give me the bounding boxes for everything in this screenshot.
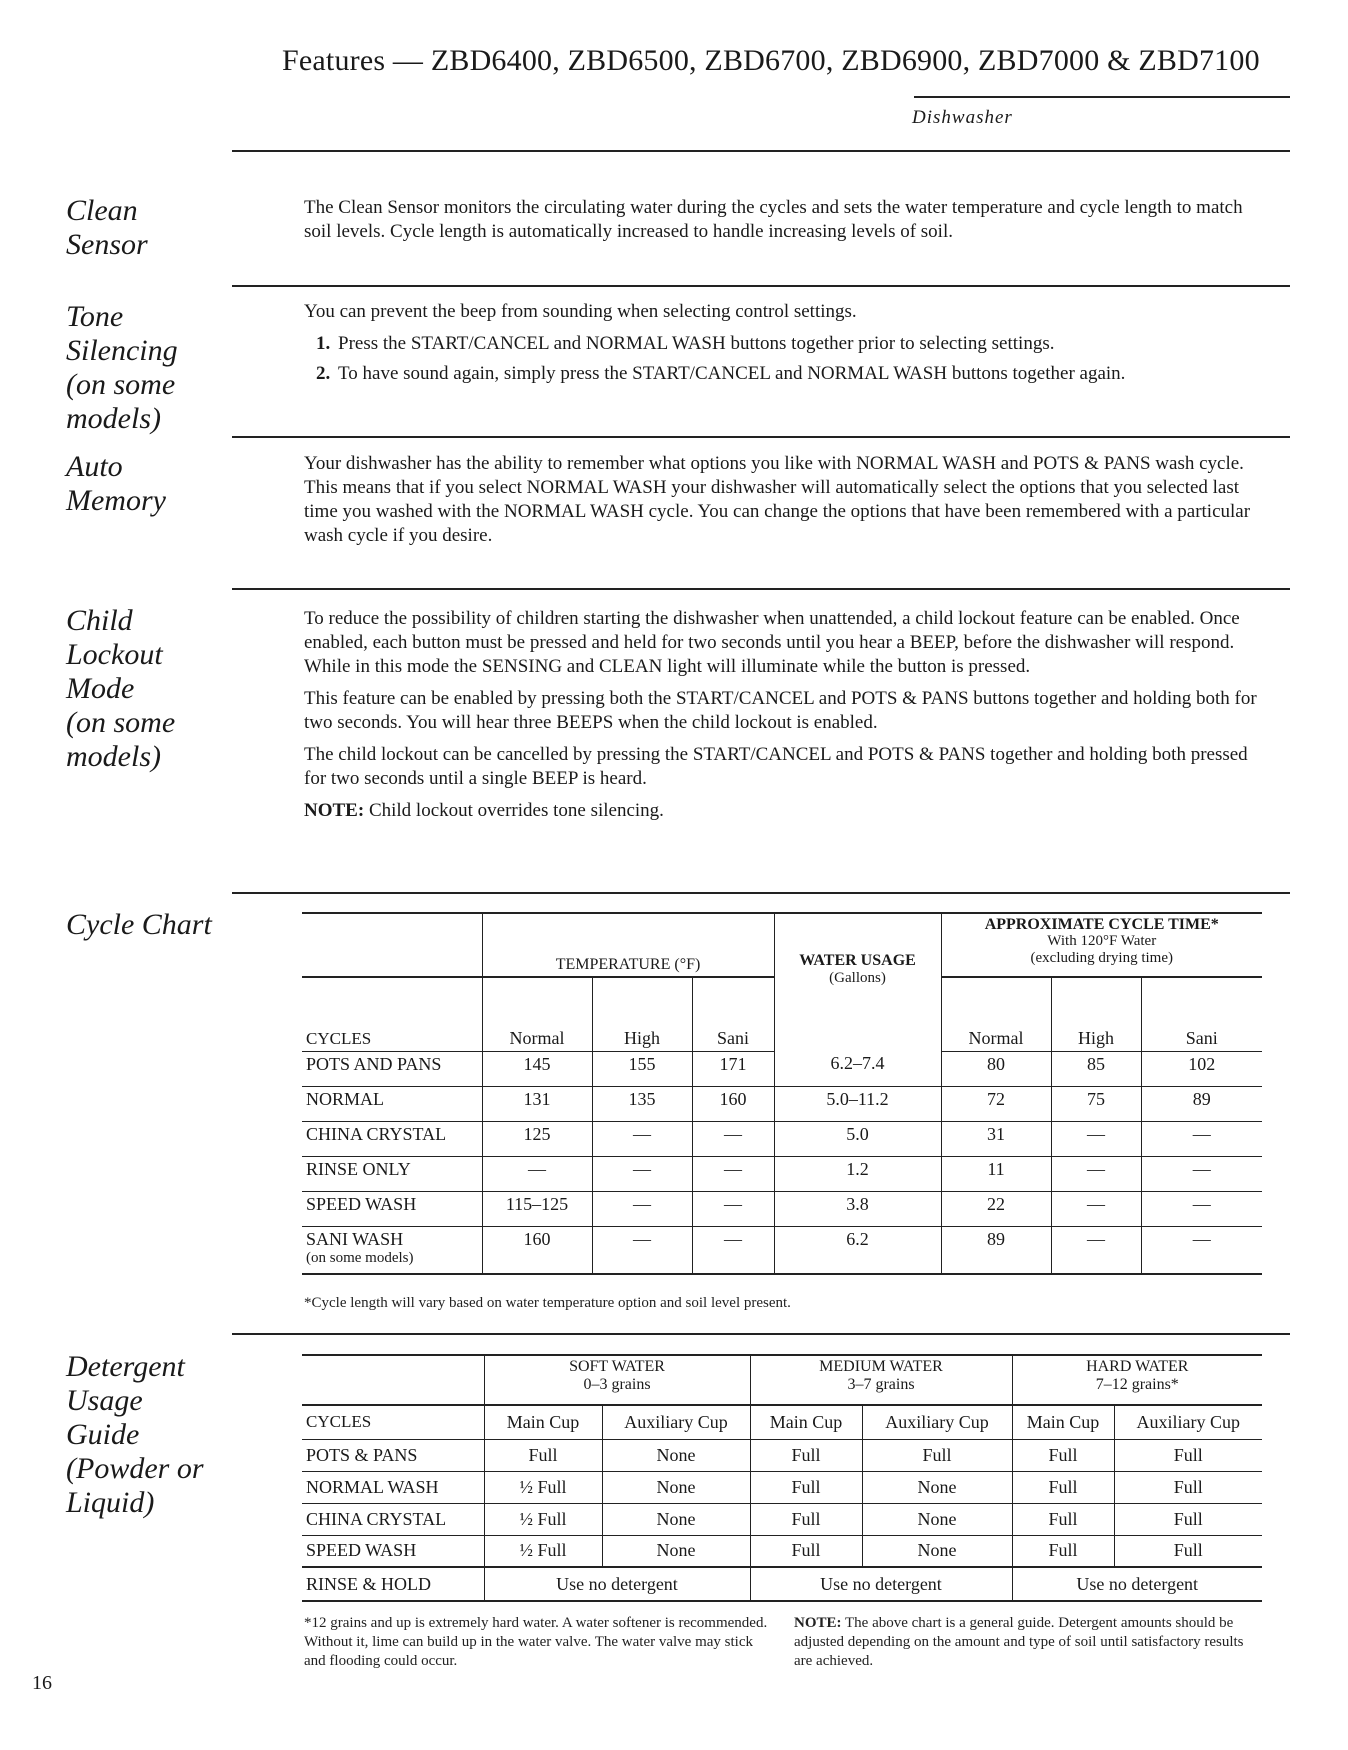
cell: Full [1114, 1439, 1262, 1471]
table-row [302, 1567, 1262, 1601]
cell-value: 85 [1087, 1053, 1105, 1074]
cell: None [862, 1503, 1012, 1535]
cell-value: NORMAL [306, 1088, 385, 1109]
step-number: 2. [316, 363, 331, 384]
water-usage-header [774, 913, 941, 1051]
note-text: Child lockout overrides tone silencing. [364, 800, 664, 821]
temp-normal [482, 1156, 592, 1191]
time-high [1051, 1051, 1141, 1086]
water-usage [774, 1156, 941, 1191]
col-time-sani: Sani [1141, 977, 1262, 1051]
temp-high [592, 1191, 692, 1226]
heading-line: Usage [66, 1384, 143, 1417]
cycle-chart-rows [302, 1051, 1262, 1274]
cycle-name [302, 1086, 482, 1121]
cell: Full [1012, 1503, 1114, 1535]
time-sani [1141, 1051, 1262, 1086]
heading-line: (on some [66, 706, 176, 739]
time-sani [1141, 1226, 1262, 1274]
cell-value: — [633, 1228, 651, 1249]
section-divider [232, 285, 1290, 287]
col-time-high: High [1051, 977, 1141, 1051]
col-soft-aux: Auxiliary Cup [602, 1405, 750, 1439]
section-divider [232, 1333, 1290, 1335]
time-normal [941, 1051, 1051, 1086]
auto-memory-body [304, 452, 1262, 556]
paragraph: Your dishwasher has the ability to remember what options you like with NORMAL WASH and POTS & PANS wash cycle. This means that if you select NORMAL WASH your dishwasher will automatically select the options that you selected last time you washed with the NORMAL WASH cycle. You can change the options that have been remembered with a particular wash cycle if you desire. [304, 453, 1251, 546]
list-item [316, 332, 1262, 356]
heading-line: Mode [66, 672, 135, 705]
heading-line: Guide [66, 1418, 140, 1451]
cell-value: 102 [1188, 1053, 1216, 1074]
cell-value: — [724, 1123, 742, 1144]
page-number: 16 [32, 1672, 52, 1694]
paragraph: You can prevent the beep from sounding when selecting control settings. [304, 301, 857, 322]
cell-value: SPEED WASH [306, 1193, 417, 1214]
cell: Full [750, 1471, 862, 1503]
temp-high [592, 1156, 692, 1191]
time-sani [1141, 1121, 1262, 1156]
detergent-table [302, 1354, 1262, 1602]
water-usage [774, 1226, 941, 1274]
cell-value: — [633, 1123, 651, 1144]
cell: Full [1012, 1535, 1114, 1567]
note [304, 799, 1262, 823]
time-sani [1141, 1191, 1262, 1226]
cell-value: — [1087, 1158, 1105, 1179]
col-soft-main: Main Cup [484, 1405, 602, 1439]
group-name: SOFT WATER [569, 1358, 665, 1375]
temp-sani [692, 1226, 774, 1274]
section-divider [232, 588, 1290, 590]
heading-line: (Powder or [66, 1452, 204, 1485]
cycle-name: CHINA CRYSTAL [302, 1503, 484, 1535]
section-divider [232, 892, 1290, 894]
cell-value: 22 [987, 1193, 1005, 1214]
paragraph: The child lockout can be cancelled by pressing the START/CANCEL and POTS & PANS together and holding both pressed for two seconds until a single BEEP is heard. [304, 744, 1248, 789]
water-usage-title: WATER USAGE [799, 952, 916, 969]
detergent-footnote-left: *12 grains and up is extremely hard water. A water softener is recommended. Without it, lime can build up in the water valve. The water valve may stick and flooding could occur. [304, 1615, 768, 1669]
cell-value: — [724, 1228, 742, 1249]
cell: Full [1114, 1471, 1262, 1503]
cell-value: — [1087, 1123, 1105, 1144]
table-row [302, 1121, 1262, 1156]
cell-value: 11 [987, 1158, 1005, 1179]
heading-line: models) [66, 402, 161, 435]
tone-silencing-body [304, 300, 1262, 392]
paragraph: The Clean Sensor monitors the circulating water during the cycles and sets the water temperature and cycle length to match soil levels. Cycle length is automatically increased to handle increasing levels of soil. [304, 197, 1243, 242]
cell-value: 155 [628, 1053, 656, 1074]
page-subtitle: Dishwasher [912, 107, 1013, 128]
header-rule [914, 96, 1290, 98]
temp-normal [482, 1191, 592, 1226]
temperature-header: TEMPERATURE (°F) [482, 913, 774, 977]
table-row [302, 1471, 1262, 1503]
time-high [1051, 1086, 1141, 1121]
cell: ½ Full [484, 1471, 602, 1503]
heading-line: models) [66, 740, 161, 773]
col-time-normal: Normal [941, 977, 1051, 1051]
cell-value: — [633, 1158, 651, 1179]
note-label: NOTE: [794, 1615, 842, 1631]
cell-value: — [1192, 1228, 1211, 1249]
water-usage-unit: (Gallons) [829, 970, 886, 986]
step-text: Press the START/CANCEL and NORMAL WASH buttons together prior to selecting settings. [338, 333, 1055, 354]
heading-line: Child [66, 604, 133, 637]
temp-sani [692, 1156, 774, 1191]
cell-value: 31 [987, 1123, 1005, 1144]
table-header-row [302, 1405, 1262, 1439]
cell: None [862, 1535, 1012, 1567]
cell: Full [750, 1535, 862, 1567]
cell: ½ Full [484, 1535, 602, 1567]
cell-value: CHINA CRYSTAL [306, 1123, 447, 1144]
table-row [302, 1439, 1262, 1471]
time-normal [941, 1121, 1051, 1156]
cycle-name: RINSE & HOLD [302, 1567, 484, 1601]
water-usage [774, 1086, 941, 1121]
cell: Use no detergent [1012, 1567, 1262, 1601]
hard-water-header [1012, 1355, 1262, 1405]
table-row [302, 1156, 1262, 1191]
tone-silencing-heading [66, 300, 178, 436]
water-usage [774, 1191, 941, 1226]
cycle-chart-heading [66, 908, 212, 942]
heading-line: Memory [66, 484, 166, 517]
cell-value: 145 [523, 1053, 551, 1074]
heading-line: Silencing [66, 334, 178, 367]
detergent-rows [302, 1439, 1262, 1567]
group-name: HARD WATER [1086, 1358, 1189, 1375]
paragraph: This feature can be enabled by pressing both the START/CANCEL and POTS & PANS buttons together and holding both for two seconds. You will hear three BEEPS when the child lockout is enabled. [304, 688, 1257, 733]
cell: Full [750, 1439, 862, 1471]
cell-value: — [1087, 1193, 1105, 1214]
detergent-heading [66, 1350, 204, 1520]
heading-line: Sensor [66, 228, 148, 261]
cell: Use no detergent [484, 1567, 750, 1601]
group-range: 7–12 grains* [1095, 1376, 1179, 1393]
table-header-row [302, 913, 1262, 977]
cell: Use no detergent [750, 1567, 1012, 1601]
heading-line: Auto [66, 450, 123, 483]
cell: None [602, 1439, 750, 1471]
col-medium-aux: Auxiliary Cup [862, 1405, 1012, 1439]
header-divider [232, 150, 1290, 152]
heading-line: Lockout [66, 638, 163, 671]
cycle-name [302, 1226, 482, 1274]
temp-sani [692, 1191, 774, 1226]
auto-memory-heading [66, 450, 166, 518]
heading-line: (on some [66, 368, 176, 401]
heading-line: Tone [66, 300, 124, 333]
cell-value: 135 [628, 1088, 656, 1109]
cycle-name [302, 1121, 482, 1156]
cycle-name [302, 1191, 482, 1226]
cell-value: POTS AND PANS [306, 1053, 442, 1074]
group-name: MEDIUM WATER [819, 1358, 943, 1375]
soft-water-header [484, 1355, 750, 1405]
cell-value: 125 [523, 1123, 551, 1144]
cycle-time-title: APPROXIMATE CYCLE TIME* [984, 916, 1219, 933]
col-temp-high: High [592, 977, 692, 1051]
cell-value: 89 [987, 1228, 1005, 1249]
group-range: 0–3 grains [583, 1376, 651, 1393]
cell-value: 171 [719, 1053, 747, 1074]
table-row [302, 1051, 1262, 1086]
cycle-name: SPEED WASH [302, 1535, 484, 1567]
cell: Full [862, 1439, 1012, 1471]
cycle-chart-table [302, 912, 1262, 1275]
time-high [1051, 1156, 1141, 1191]
table-header-row [302, 1355, 1262, 1405]
cell-value: SANI WASH [306, 1228, 404, 1249]
temp-high [592, 1051, 692, 1086]
table-row [302, 1535, 1262, 1567]
cycle-name [302, 1051, 482, 1086]
heading-line: Cycle Chart [66, 908, 212, 941]
cell: None [602, 1503, 750, 1535]
time-sani [1141, 1086, 1262, 1121]
detergent-footnote-right [794, 1614, 1264, 1671]
water-usage [774, 1051, 941, 1086]
time-normal [941, 1226, 1051, 1274]
heading-line: Liquid) [66, 1486, 155, 1519]
temp-normal [482, 1226, 592, 1274]
time-sani [1141, 1156, 1262, 1191]
step-number: 1. [316, 333, 331, 354]
cell-value: — [724, 1193, 742, 1214]
cell-value: 5.0–11.2 [826, 1088, 889, 1109]
cell: Full [1012, 1439, 1114, 1471]
cell-value: 5.0 [846, 1123, 869, 1144]
temp-sani [692, 1086, 774, 1121]
heading-line: Clean [66, 194, 138, 227]
cell-value: 160 [719, 1088, 747, 1109]
cell-value: RINSE ONLY [306, 1158, 411, 1179]
time-normal [941, 1156, 1051, 1191]
col-cycles: CYCLES [302, 977, 482, 1051]
cell-value: 75 [1087, 1088, 1105, 1109]
step-text: To have sound again, simply press the START/CANCEL and NORMAL WASH buttons together again. [338, 363, 1126, 384]
col-medium-main: Main Cup [750, 1405, 862, 1439]
clean-sensor-body [304, 196, 1262, 252]
temp-normal [482, 1086, 592, 1121]
time-high [1051, 1191, 1141, 1226]
note-label: NOTE: [304, 800, 365, 821]
cell-value: — [1192, 1193, 1211, 1214]
cell: None [862, 1471, 1012, 1503]
note-text: The above chart is a general guide. Detergent amounts should be adjusted depending on the amount and type of soil until satisfactory results are achieved. [794, 1615, 1244, 1669]
cell: Full [484, 1439, 602, 1471]
cycle-time-header [941, 913, 1262, 977]
list-item [316, 362, 1262, 386]
table-row [302, 1226, 1262, 1274]
group-range: 3–7 grains [847, 1376, 915, 1393]
temp-normal [482, 1051, 592, 1086]
cell-value: 6.2–7.4 [830, 1053, 885, 1073]
cell-value: 6.2 [846, 1228, 869, 1249]
col-temp-normal: Normal [482, 977, 592, 1051]
col-hard-aux: Auxiliary Cup [1114, 1405, 1262, 1439]
cell-value: 89 [1192, 1088, 1211, 1109]
col-hard-main: Main Cup [1012, 1405, 1114, 1439]
cycle-name: NORMAL WASH [302, 1471, 484, 1503]
cell: Full [1012, 1471, 1114, 1503]
temp-sani [692, 1121, 774, 1156]
section-divider [232, 436, 1290, 438]
cell-value: — [633, 1193, 651, 1214]
cell: None [602, 1535, 750, 1567]
temp-high [592, 1226, 692, 1274]
cell-value: 115–125 [505, 1193, 569, 1214]
cycle-name: POTS & PANS [302, 1439, 484, 1471]
cell-value: 160 [523, 1228, 551, 1249]
child-lockout-body [304, 607, 1262, 831]
clean-sensor-heading [66, 194, 148, 262]
cell-value: 3.8 [846, 1193, 869, 1214]
cycle-chart-footnote: *Cycle length will vary based on water temperature option and soil level present. [304, 1295, 791, 1311]
medium-water-header [750, 1355, 1012, 1405]
water-usage [774, 1121, 941, 1156]
time-high [1051, 1226, 1141, 1274]
time-normal [941, 1086, 1051, 1121]
cell: Full [1114, 1503, 1262, 1535]
cell-value: 72 [987, 1088, 1005, 1109]
temp-normal [482, 1121, 592, 1156]
child-lockout-heading [66, 604, 175, 774]
time-normal [941, 1191, 1051, 1226]
heading-line: Detergent [66, 1350, 185, 1383]
cell-value: 131 [523, 1088, 551, 1109]
cycle-note: (on some models) [306, 1249, 414, 1266]
cell-value: — [1087, 1228, 1105, 1249]
paragraph: To reduce the possibility of children starting the dishwasher when unattended, a child lockout feature can be enabled. Once enabled, each button must be pressed and held for two seconds until you hear a BEEP, before the dishwasher will respond. While in this mode the SENSING and CLEAN light will illuminate while the button is pressed. [304, 608, 1240, 677]
cell: Full [1114, 1535, 1262, 1567]
cell: None [602, 1471, 750, 1503]
cell: ½ Full [484, 1503, 602, 1535]
cell-value: — [724, 1158, 742, 1179]
table-row [302, 1503, 1262, 1535]
col-cycles: CYCLES [302, 1405, 484, 1439]
cell-value: — [1192, 1158, 1211, 1179]
cycle-time-sub2: (excluding drying time) [1030, 950, 1173, 966]
table-row [302, 1191, 1262, 1226]
cell-value: 80 [987, 1053, 1005, 1074]
temp-high [592, 1086, 692, 1121]
cell-value: — [1192, 1123, 1211, 1144]
cell-value: 1.2 [846, 1158, 869, 1179]
table-row [302, 1086, 1262, 1121]
cycle-name [302, 1156, 482, 1191]
cycle-time-sub1: With 120°F Water [1047, 933, 1157, 949]
steps-list [304, 332, 1262, 386]
time-high [1051, 1121, 1141, 1156]
cell: Full [750, 1503, 862, 1535]
cell-value: — [528, 1158, 546, 1179]
temp-sani [692, 1051, 774, 1086]
col-temp-sani: Sani [692, 977, 774, 1051]
temp-high [592, 1121, 692, 1156]
page-title: Features — ZBD6400, ZBD6500, ZBD6700, ZBD6900, ZBD7000 & ZBD7100 [282, 44, 1260, 77]
